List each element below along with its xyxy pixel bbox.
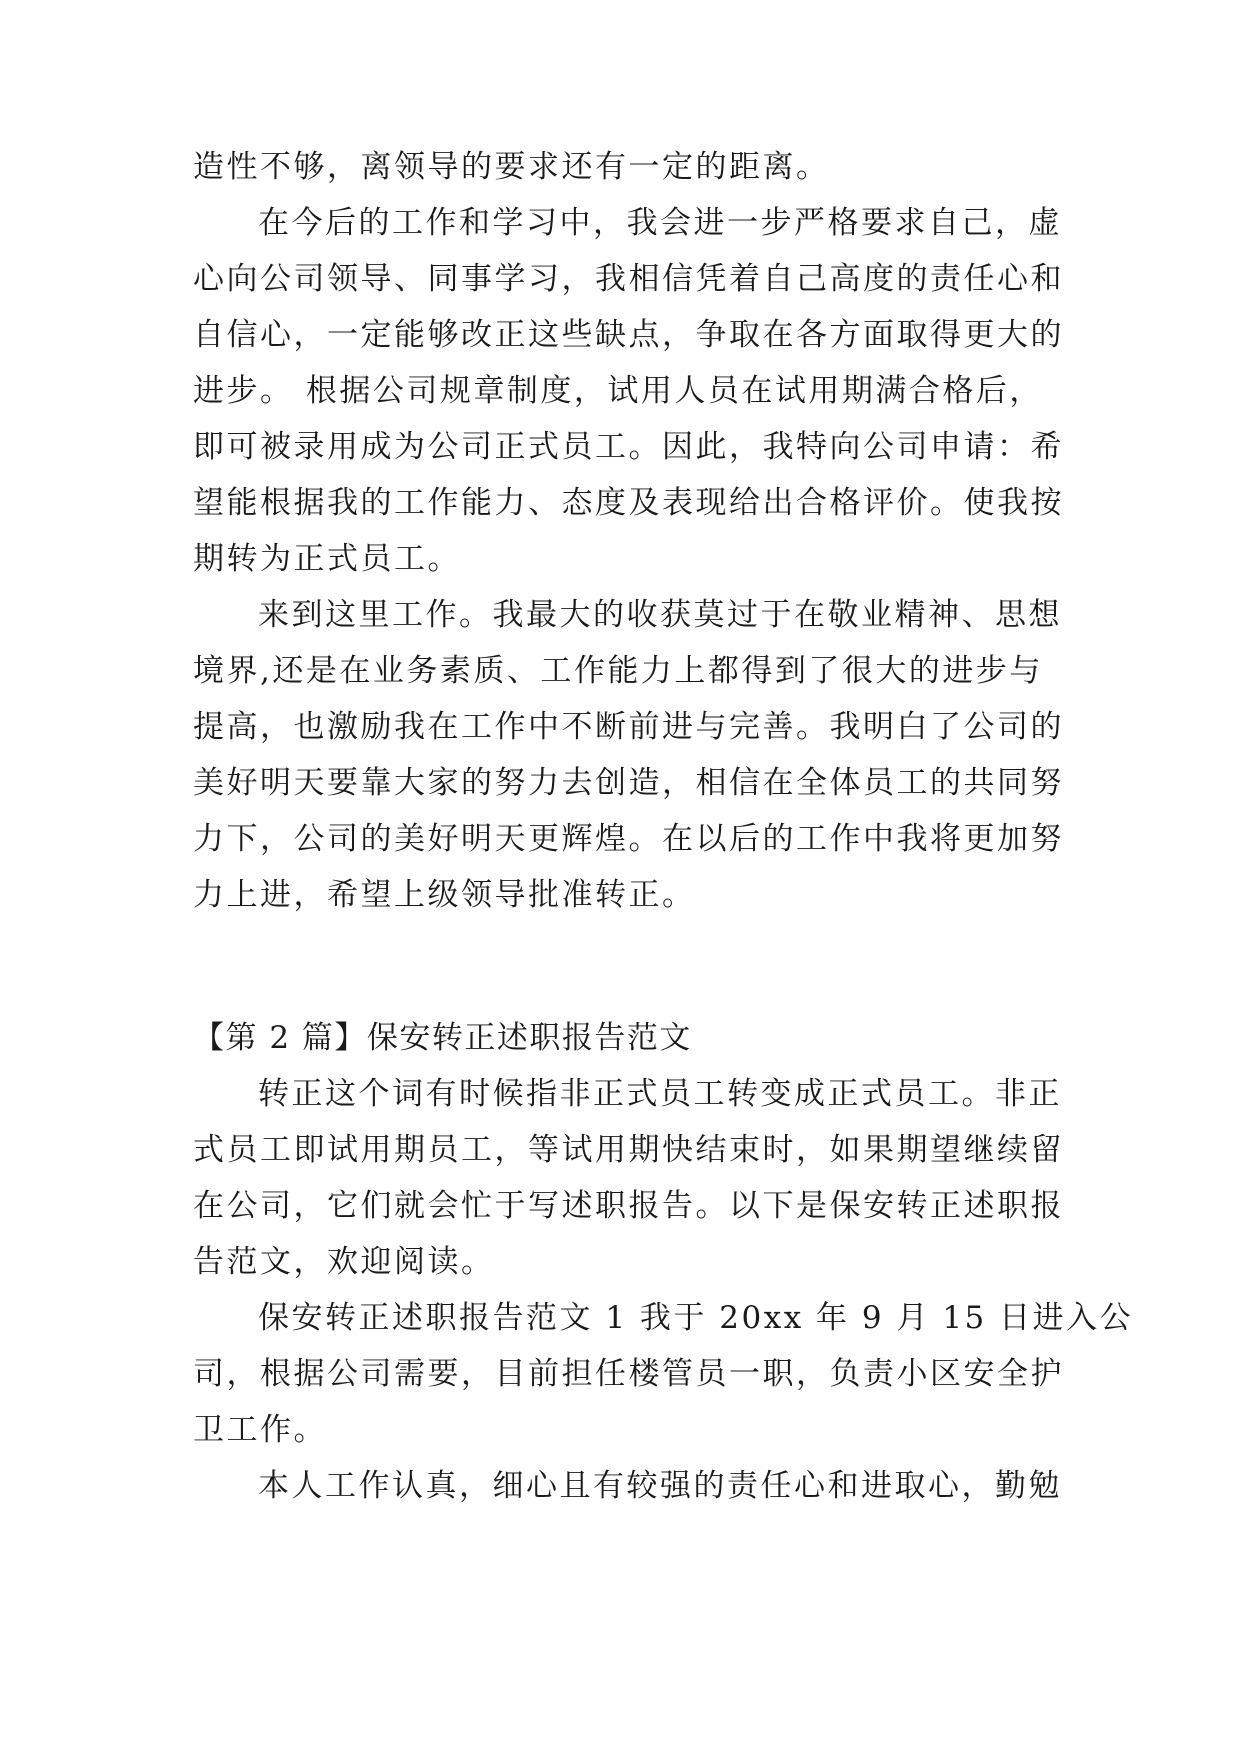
text-line: 即可被录用成为公司正式员工。因此，我特向公司申请：希 — [193, 429, 1064, 465]
text-line: 力上进，希望上级领导批准转正。 — [193, 877, 696, 913]
text-line: 造性不够，离领导的要求还有一定的距离。 — [193, 149, 830, 185]
text-line: 卫工作。 — [193, 1412, 327, 1448]
text-line: 境界,还是在业务素质、工作能力上都得到了很大的进步与 — [193, 653, 1043, 689]
text-line: 提高，也激励我在工作中不断前进与完善。我明白了公司的 — [193, 709, 1064, 745]
text-line: 望能根据我的工作能力、态度及表现给出合格评价。使我按 — [193, 485, 1064, 521]
text-line: 司，根据公司需要，目前担任楼管员一职，负责小区安全护 — [193, 1356, 1064, 1392]
text-line: 告范文，欢迎阅读。 — [193, 1244, 495, 1280]
paragraph-start-line: 转正这个词有时候指非正式员工转变成正式员工。非正 — [258, 1076, 1062, 1112]
paragraph-start-line: 来到这里工作。我最大的收获莫过于在敬业精神、思想 — [258, 597, 1062, 633]
text-line: 在公司，它们就会忙于写述职报告。以下是保安转正述职报 — [193, 1188, 1064, 1224]
text-line: 期转为正式员工。 — [193, 541, 461, 577]
text-line: 进步。 根据公司规章制度，试用人员在试用期满合格后， — [193, 373, 1043, 409]
text-line: 美好明天要靠大家的努力去创造，相信在全体员工的共同努 — [193, 765, 1064, 801]
text-line: 式员工即试用期员工，等试用期快结束时，如果期望继续留 — [193, 1132, 1064, 1168]
section-heading: 【第 2 篇】保安转正述职报告范文 — [193, 1020, 692, 1056]
paragraph-start-line: 保安转正述职报告范文 1 我于 20xx 年 9 月 15 日进入公 — [258, 1300, 1134, 1336]
text-line: 力下，公司的美好明天更辉煌。在以后的工作中我将更加努 — [193, 821, 1064, 857]
paragraph-start-line: 本人工作认真，细心且有较强的责任心和进取心，勤勉 — [258, 1468, 1062, 1504]
paragraph-start-line: 在今后的工作和学习中，我会进一步严格要求自己，虚 — [258, 205, 1062, 241]
text-line: 自信心，一定能够改正这些缺点，争取在各方面取得更大的 — [193, 317, 1064, 353]
text-line: 心向公司领导、同事学习，我相信凭着自己高度的责任心和 — [193, 261, 1064, 297]
